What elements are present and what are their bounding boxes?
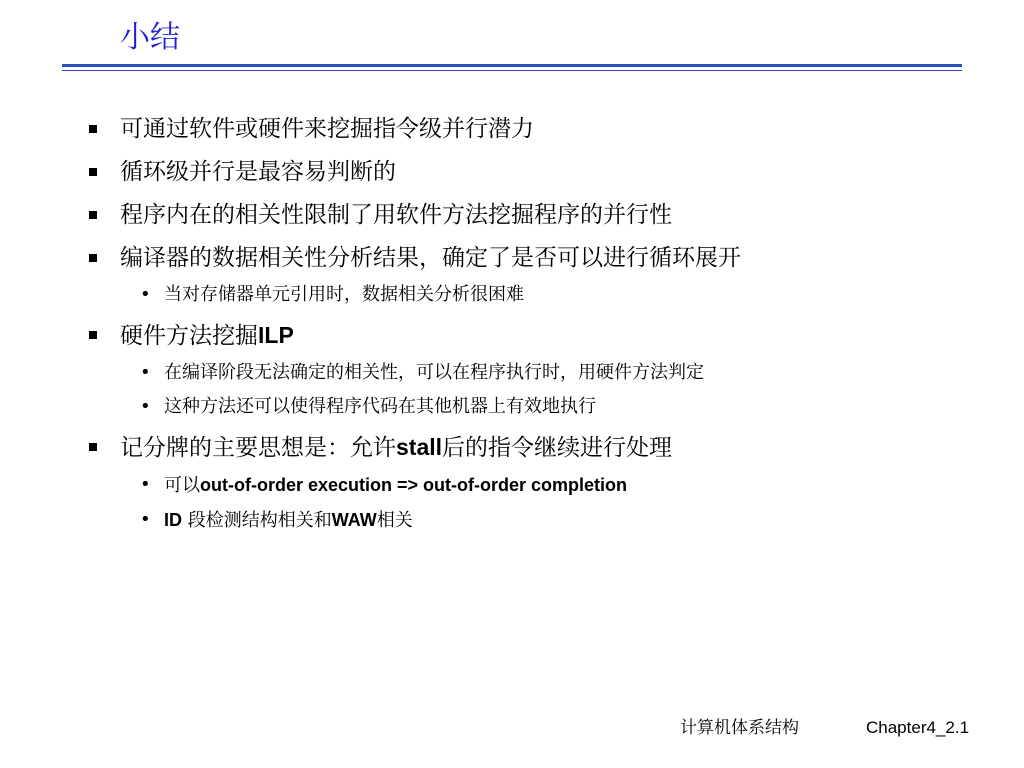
bullet-text: 当对存储器单元引用时，数据相关分析很困难 bbox=[164, 284, 524, 305]
dot-bullet-icon: • bbox=[140, 396, 151, 417]
bullet-text: WAW bbox=[331, 510, 377, 530]
bullet-item bbox=[88, 155, 988, 189]
dot-bullet-icon: • bbox=[140, 509, 151, 530]
bullet-text: 可通过软件或硬件来挖掘指令级并行潜力 bbox=[120, 116, 534, 142]
bullet-text: ILP bbox=[258, 322, 294, 348]
bullet-text: 循环级并行是最容易判断的 bbox=[120, 159, 396, 185]
footer-chapter: Chapter4_2.1 bbox=[866, 718, 970, 737]
bullet-text: out-of-order execution => out-of-order completion bbox=[200, 475, 627, 495]
square-bullet-icon bbox=[89, 168, 97, 176]
bullet-text: 可以 bbox=[164, 475, 200, 496]
bullet-text: 编译器的数据相关性分析结果，确定了是否可以进行循环展开 bbox=[120, 245, 741, 271]
dot-bullet-icon: • bbox=[140, 284, 151, 305]
bullet-text: 段检测结构相关和 bbox=[182, 510, 332, 531]
sub-bullet-item bbox=[88, 393, 988, 421]
footer-course: 计算机体系结构 bbox=[680, 718, 799, 738]
square-bullet-icon bbox=[89, 443, 97, 451]
dot-bullet-icon: • bbox=[140, 474, 151, 495]
square-bullet-icon bbox=[89, 331, 97, 339]
bullet-text: 记分牌的主要思想是：允许 bbox=[120, 435, 396, 461]
bullet-item bbox=[88, 318, 988, 353]
square-bullet-icon bbox=[89, 211, 97, 219]
dot-bullet-icon: • bbox=[140, 362, 151, 383]
sub-bullet-item bbox=[88, 359, 988, 387]
bullet-item bbox=[88, 198, 988, 232]
slide-title: 小结 bbox=[120, 20, 180, 55]
sub-bullet-item bbox=[88, 506, 988, 535]
square-bullet-icon bbox=[89, 254, 97, 262]
bullet-list bbox=[88, 112, 988, 535]
title-underline-thin bbox=[62, 70, 962, 71]
bullet-text: 硬件方法挖掘 bbox=[120, 323, 258, 349]
bullet-text: 程序内在的相关性限制了用软件方法挖掘程序的并行性 bbox=[120, 202, 672, 228]
bullet-item bbox=[88, 241, 988, 275]
bullet-text: 后的指令继续进行处理 bbox=[442, 435, 673, 461]
bullet-text: stall bbox=[396, 434, 443, 460]
title-underline-thick bbox=[62, 64, 962, 67]
bullet-text: 这种方法还可以使得程序代码在其他机器上有效地执行 bbox=[164, 396, 596, 417]
bullet-text: ID bbox=[164, 510, 182, 530]
bullet-text: 在编译阶段无法确定的相关性，可以在程序执行时，用硬件方法判定 bbox=[164, 362, 704, 383]
sub-bullet-item bbox=[88, 281, 988, 309]
bullet-text: 相关 bbox=[376, 510, 413, 531]
square-bullet-icon bbox=[89, 125, 97, 133]
bullet-item bbox=[88, 112, 988, 146]
bullet-item bbox=[88, 430, 988, 465]
sub-bullet-item bbox=[88, 471, 988, 500]
